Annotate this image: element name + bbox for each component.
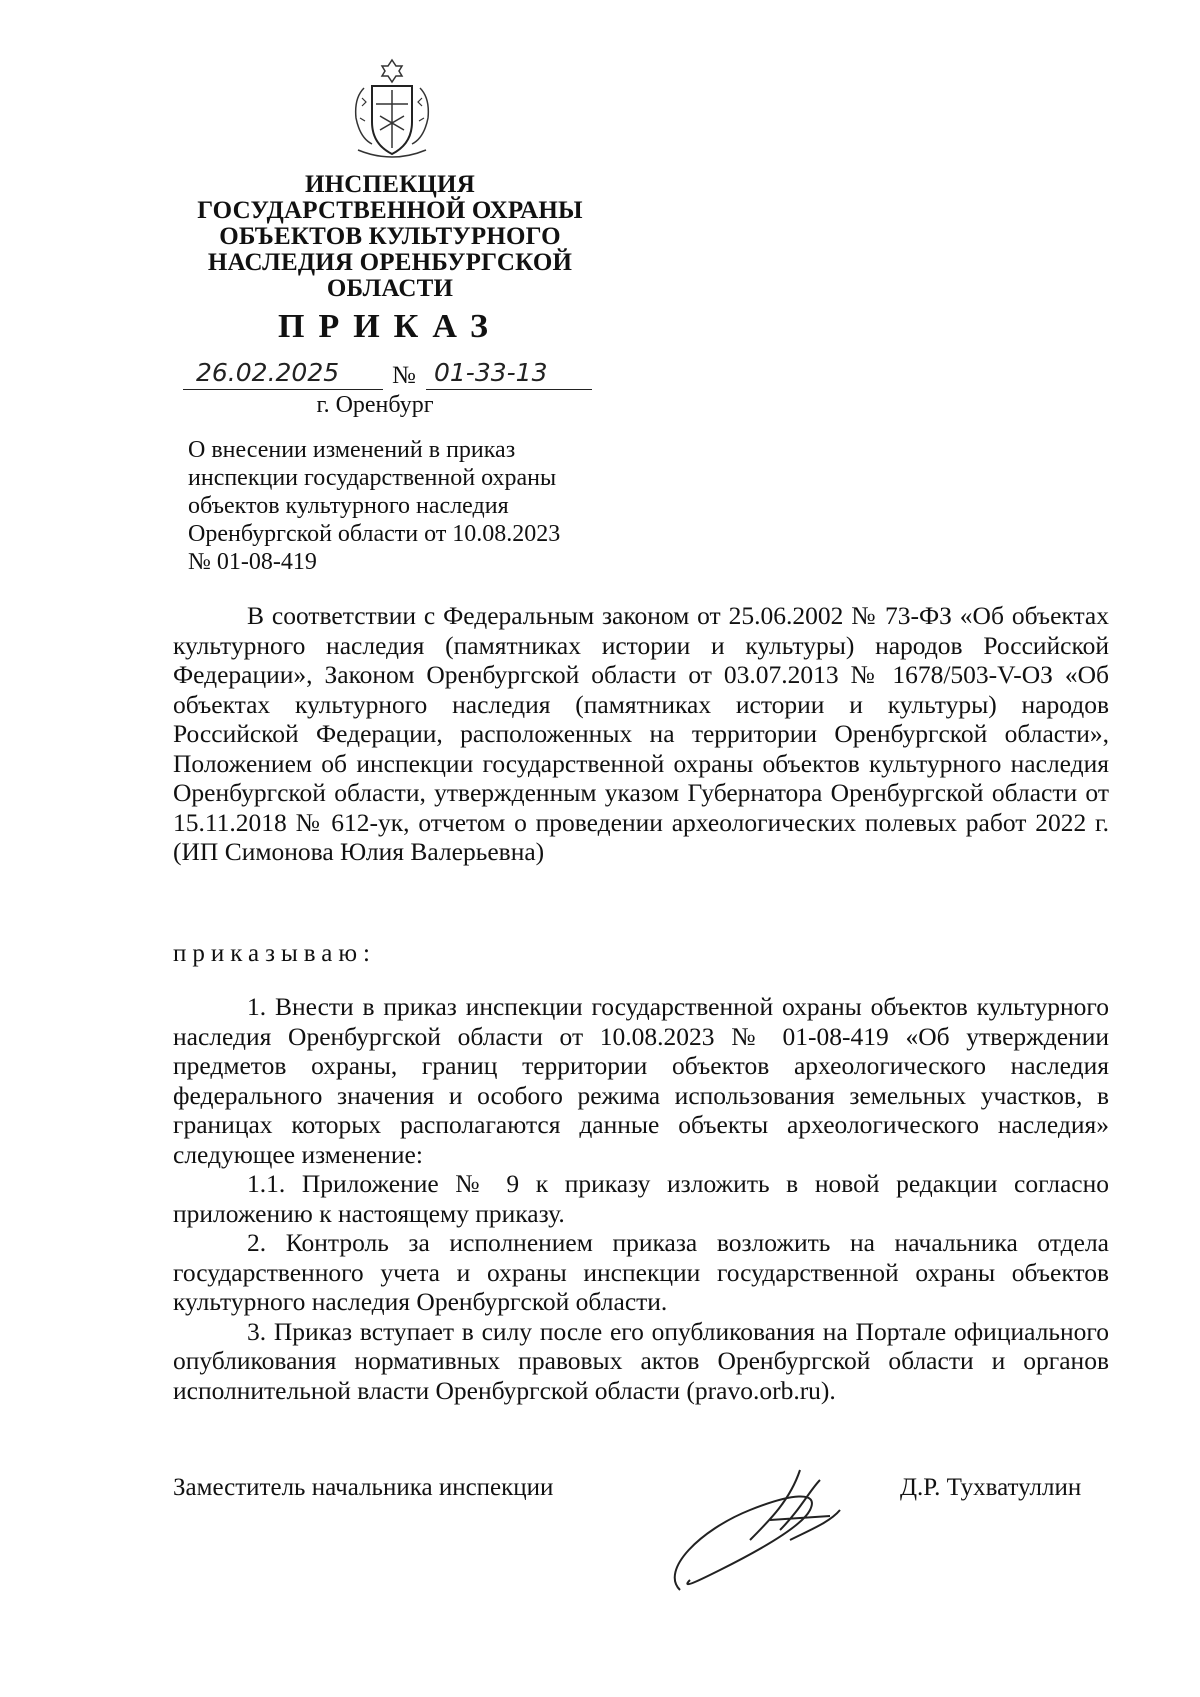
order-subject [188,436,608,576]
subject-line: О внесении изменений в приказ [188,437,516,463]
order-item: 2. Контроль за исполнением приказа возложить на начальника отдела государственного учета и охраны инспекции государственной охраны объектов культурного наследия Оренбургской области. [173,1228,1109,1316]
organization-name [190,172,590,302]
signatory-title: Заместитель начальника инспекции [173,1474,554,1501]
document-type-title: ПРИКАЗ [278,308,502,345]
subject-line: Оренбургской области от 10.08.2023 [188,521,561,547]
order-verb: приказываю: [173,940,376,967]
order-item: 1.1. Приложение № 9 к приказу изложить в новой редакции согласно приложению к настоящему приказу. [173,1169,1109,1228]
subject-line: инспекции государственной охраны [188,465,557,491]
org-line: ГОСУДАРСТВЕННОЙ ОХРАНЫ [197,197,583,224]
org-line: НАСЛЕДИЯ ОРЕНБУРГСКОЙ [207,249,573,276]
order-items [173,992,1109,1405]
preamble-section [173,601,1109,867]
order-item: 1. Внести в приказ инспекции государственной охраны объектов культурного наследия Оренбургской области от 10.08.2023 № 01-08-419 «Об утверждении предметов охраны, границ территории объектов археологического наследия федерального значения и особого режима использования земельных участков, в границах которых располагаются данные объекты археологического наследия» следующее изменение: [173,992,1109,1169]
number-underline [426,388,592,390]
subject-line: № 01-08-419 [188,549,317,575]
city-label: г. Оренбург [316,392,434,418]
org-line: ИНСПЕКЦИЯ [305,171,475,198]
signatory-name: Д.Р. Тухватуллин [900,1474,1082,1501]
subject-line: объектов культурного наследия [188,493,509,519]
handwritten-signature [660,1450,880,1600]
preamble-paragraph: В соответствии с Федеральным законом от 25.06.2002 № 73-ФЗ «Об объектах культурного наследия (памятниках истории и культуры) народов Российской Федерации», Законом Оренбургской области от 03.07.2013 № 1678/503-V-ОЗ «Об объектах культурного наследия (памятниках истории и культуры) народов Российской Федерации, расположенных на территории Оренбургской области», Положением об инспекции государственной охраны объектов культурного наследия Оренбургской области, утвержденным указом Губернатора Оренбургской области от 15.11.2018 № 612-ук, отчетом о проведении археологических полевых работ 2022 г. (ИП Симонова Юлия Валерьевна) [173,601,1109,866]
coat-of-arms-emblem [352,58,432,162]
order-number: 01-33-13 [434,358,548,387]
number-sign: № [392,362,416,389]
org-line: ОБЪЕКТОВ КУЛЬТУРНОГО [219,223,561,250]
order-item: 3. Приказ вступает в силу после его опубликования на Портале официального опубликования нормативных правовых актов Оренбургской области и органов исполнительной власти Оренбургской области (pravo.orb.ru). [173,1316,1109,1405]
order-date: 26.02.2025 [196,358,340,387]
org-line: ОБЛАСТИ [326,275,454,302]
date-underline [183,388,383,390]
